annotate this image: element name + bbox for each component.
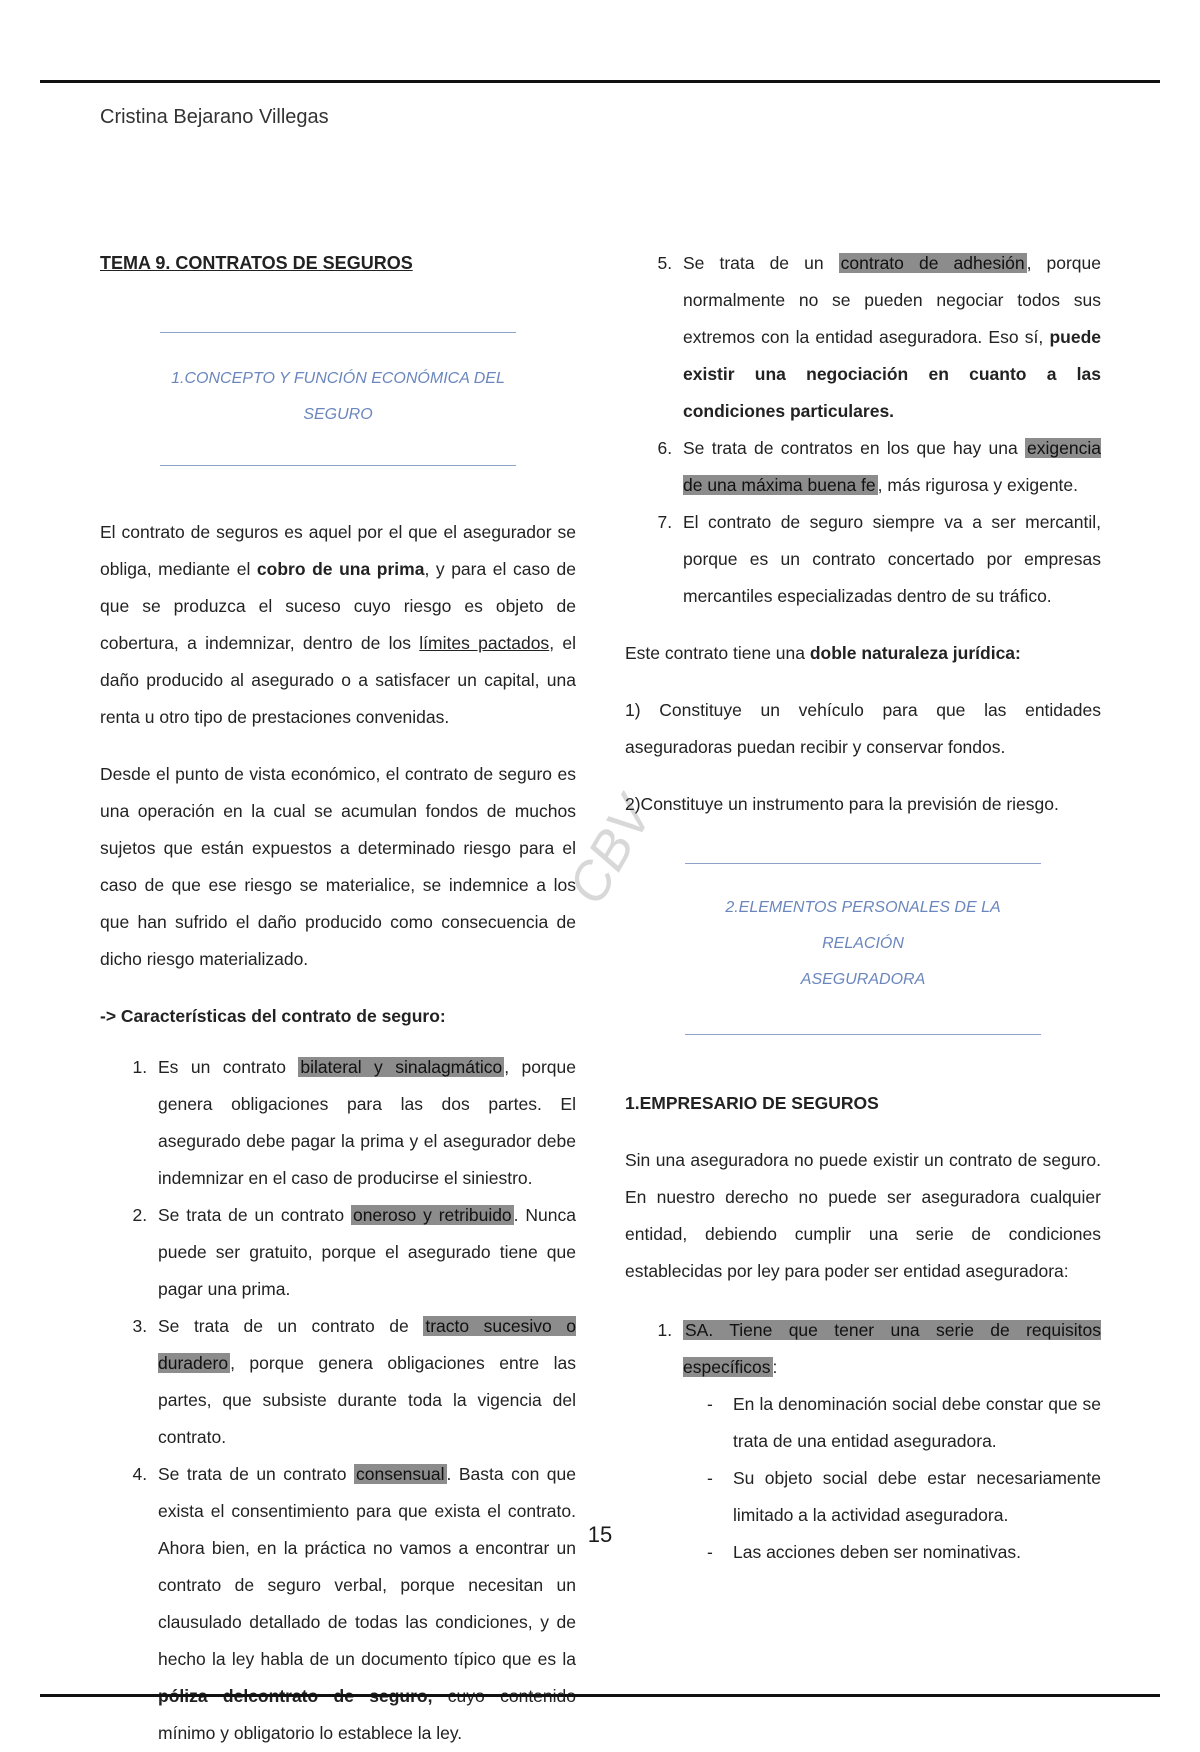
highlighted-run: SA. Tiene que tener una serie de requisitos específicos (683, 1320, 1101, 1377)
highlighted-run: contrato de adhesión (840, 253, 1025, 273)
characteristics-list-continued (625, 245, 1101, 615)
bold-run: puede existir una negociación en cuanto a las condiciones particulares. (683, 327, 1101, 421)
text-run: . Basta con que exista el consentimiento para que exista el contrato. Ahora bien, en la práctica no vamos a encontrar un contrato de seguro verbal, porque necesitan un clausulado detallado de todas las condiciones, y de hecho la ley habla de un documento típico que es la (158, 1464, 576, 1669)
section-heading-2-line2: ASEGURADORA (800, 971, 926, 988)
empresario-heading: 1.EMPRESARIO DE SEGUROS (625, 1093, 879, 1113)
highlighted-run: bilateral y sinalagmático (300, 1057, 503, 1077)
text-run: El contrato de seguro siempre va a ser mercantil, porque es un contrato concertado por empresas mercantiles especializadas dentro de su tráfico. (683, 512, 1101, 606)
list-item (152, 1308, 576, 1456)
paragraph-nature-2: 2)Constituye un instrumento para la previsión de riesgo. (625, 794, 1059, 814)
text-run: Se trata de un contrato (158, 1205, 351, 1225)
list-item (152, 1197, 576, 1308)
watermark: CBV (556, 787, 665, 915)
text-run: Se trata de contratos en los que hay una (683, 438, 1026, 458)
text-run: El contrato de seguros es aquel por el que el asegurador se obliga, mediante el (100, 522, 576, 579)
text-run: . Nunca puede ser gratuito, porque el asegurado tiene que pagar una prima. (158, 1205, 576, 1299)
list-item (677, 245, 1101, 430)
footer-rule (40, 1694, 1160, 1697)
text-run: mínimo y obligatorio lo establece la ley. (158, 1723, 463, 1743)
section-heading-1-text: 1.CONCEPTO Y FUNCIÓN ECONÓMICA DEL SEGURO (171, 370, 505, 423)
list-item (677, 504, 1101, 615)
text-run: Este contrato tiene una (625, 643, 810, 663)
text-run: Se trata de un contrato de (158, 1316, 424, 1336)
header-rule (40, 80, 1160, 83)
text-run: , porque normalmente no se pueden negociar todos sus extremos con la entidad aseguradora. Eso sí, (683, 253, 1101, 347)
text-run: , porque genera obligaciones entre las partes, que subsiste durante toda la vigencia del contrato. (158, 1353, 576, 1447)
sublist-item: - Las acciones deben ser nominativas. (707, 1534, 1101, 1571)
characteristics-heading: -> Características del contrato de seguro: (100, 1006, 446, 1026)
list-item (677, 430, 1101, 504)
text-run: , porque genera obligaciones para las dos partes. El asegurado debe pagar la prima y el asegurador debe indemnizar en el caso de producirse el siniestro. (158, 1057, 576, 1188)
sublist-item: - En la denominación social debe constar que se trata de una entidad aseguradora. (707, 1386, 1101, 1460)
highlighted-run: consensual (355, 1464, 445, 1484)
text-run: , y para el caso de que se produzca el suceso cuyo riesgo es objeto de cobertura, a indemnizar, dentro de los (100, 559, 576, 653)
paragraph-empresario: Sin una aseguradora no puede existir un contrato de seguro. En nuestro derecho no puede ser aseguradora cualquier entidad, debiendo cumplir una serie de condiciones establecidas por ley para poder ser entidad aseguradora: (625, 1150, 1101, 1281)
bold-run: doble naturaleza jurídica: (809, 643, 1021, 663)
text-run: Se trata de un contrato (158, 1464, 354, 1484)
highlighted-run: tracto sucesivo o duradero (158, 1316, 577, 1373)
characteristics-list (100, 1049, 576, 1752)
text-run: , más rigurosa y exigente. (877, 475, 1079, 495)
highlighted-run: exigencia de una máxima buena fe (683, 438, 1101, 495)
section-heading-2-line1: 2.ELEMENTOS PERSONALES DE LA RELACIÓN (725, 899, 1001, 952)
paragraph-definition (100, 514, 576, 736)
page-number: 15 (587, 1522, 613, 1547)
paragraph-nature-1: 1) Constituye un vehículo para que las entidades aseguradoras puedan recibir y conservar fondos. (625, 700, 1101, 757)
section-heading-2 (685, 863, 1041, 1035)
right-column (625, 245, 1101, 1571)
text-run: , el daño producido al asegurado o a satisfacer un capital, una renta u otro tipo de prestaciones convenidas. (100, 633, 576, 727)
bold-run: cobro de una prima (256, 559, 425, 579)
list-item (152, 1049, 576, 1197)
text-run: Se trata de un (683, 253, 839, 273)
author-name: Cristina Bejarano Villegas (100, 106, 329, 128)
paragraph-economic: Desde el punto de vista económico, el contrato de seguro es una operación en la cual se acumulan fondos de muchos sujetos que están expuestos a determinado riesgo para el caso de que ese riesgo se materialice, se indemnice a los que han sufrido el daño producido como consecuencia de dicho riesgo materializado. (100, 764, 576, 969)
text-run: : (772, 1357, 778, 1377)
paragraph-doble-naturaleza (625, 635, 1101, 672)
section-heading-1 (160, 332, 516, 466)
underlined-run: límites pactados (419, 633, 550, 653)
highlighted-run: oneroso y retribuido (352, 1205, 512, 1225)
text-run: Es un contrato (158, 1057, 299, 1077)
document-title: TEMA 9. CONTRATOS DE SEGUROS (100, 253, 413, 273)
sublist-item: - Su objeto social debe estar necesariamente limitado a la actividad aseguradora. (707, 1460, 1101, 1534)
list-item (152, 1456, 576, 1752)
